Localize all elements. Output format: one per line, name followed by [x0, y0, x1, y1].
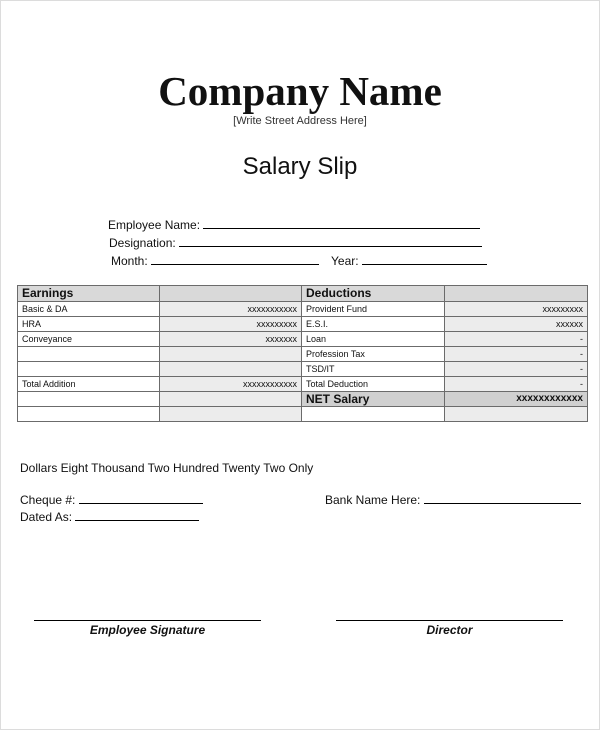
slip-title: Salary Slip — [242, 153, 358, 180]
deductions-amount-header — [445, 286, 588, 302]
deductions-header: Deductions — [302, 286, 445, 302]
director-signature-label: Director — [426, 623, 473, 637]
deduction-amount: xxxxxx — [445, 317, 588, 332]
deduction-label: TSD/IT — [302, 362, 445, 377]
employee-signature-line — [34, 620, 261, 621]
designation-field — [109, 235, 482, 251]
cheque-field — [20, 492, 203, 508]
cheque-line — [79, 492, 203, 504]
dated-line — [75, 509, 199, 521]
empty-cell — [18, 392, 160, 407]
deduction-label: Provident Fund — [302, 302, 445, 317]
designation-label: Designation: — [109, 236, 176, 250]
salary-table — [17, 285, 588, 422]
earning-label: Basic & DA — [18, 302, 160, 317]
employee-signature-label: Employee Signature — [89, 623, 206, 637]
deduction-label: Loan — [302, 332, 445, 347]
deduction-amount: - — [445, 362, 588, 377]
deduction-label: Profession Tax — [302, 347, 445, 362]
employee-name-field — [108, 217, 480, 233]
empty-amount-cell — [445, 407, 588, 422]
earning-amount: xxxxxxxxxxx — [160, 302, 302, 317]
year-label: Year: — [331, 254, 359, 268]
director-signature-line — [336, 620, 563, 621]
table-row — [18, 302, 588, 317]
table-row — [18, 362, 588, 377]
empty-cell — [302, 407, 445, 422]
designation-line — [179, 235, 482, 247]
earning-label: HRA — [18, 317, 160, 332]
month-line — [151, 253, 319, 265]
dated-field — [20, 509, 199, 525]
total-deduction-amount: - — [445, 377, 588, 392]
earning-label: Conveyance — [18, 332, 160, 347]
year-field — [331, 253, 487, 269]
month-field — [111, 253, 319, 269]
deduction-amount: - — [445, 347, 588, 362]
totals-row — [18, 377, 588, 392]
earning-label — [18, 362, 160, 377]
amount-in-words: Dollars Eight Thousand Two Hundred Twenty Two Only — [20, 461, 314, 475]
table-row — [18, 332, 588, 347]
table-header-row — [18, 286, 588, 302]
dated-label: Dated As: — [20, 510, 73, 524]
net-salary-amount: xxxxxxxxxxxx — [445, 392, 588, 407]
company-address: [Write Street Address Here] — [233, 115, 367, 127]
year-line — [362, 253, 487, 265]
bank-name-line — [424, 492, 581, 504]
total-addition-label: Total Addition — [18, 377, 160, 392]
earning-amount — [160, 362, 302, 377]
earnings-amount-header — [160, 286, 302, 302]
net-salary-label: NET Salary — [302, 392, 445, 407]
deduction-label: E.S.I. — [302, 317, 445, 332]
empty-amount-cell — [160, 392, 302, 407]
table-row — [18, 317, 588, 332]
company-name: Company Name — [158, 68, 442, 114]
total-deduction-label: Total Deduction — [302, 377, 445, 392]
earnings-header: Earnings — [18, 286, 160, 302]
month-label: Month: — [111, 254, 148, 268]
table-row — [18, 347, 588, 362]
bank-name-label: Bank Name Here: — [325, 493, 421, 507]
earning-amount: xxxxxxxxx — [160, 317, 302, 332]
bank-name-field — [325, 492, 581, 508]
net-salary-row — [18, 392, 588, 407]
earning-amount: xxxxxxx — [160, 332, 302, 347]
empty-amount-cell — [160, 407, 302, 422]
earning-amount — [160, 347, 302, 362]
table-row — [18, 407, 588, 422]
earning-label — [18, 347, 160, 362]
deduction-amount: xxxxxxxxx — [445, 302, 588, 317]
cheque-label: Cheque #: — [20, 493, 76, 507]
employee-name-label: Employee Name: — [108, 218, 201, 232]
deduction-amount: - — [445, 332, 588, 347]
total-addition-amount: xxxxxxxxxxxx — [160, 377, 302, 392]
empty-cell — [18, 407, 160, 422]
employee-name-line — [203, 217, 480, 229]
